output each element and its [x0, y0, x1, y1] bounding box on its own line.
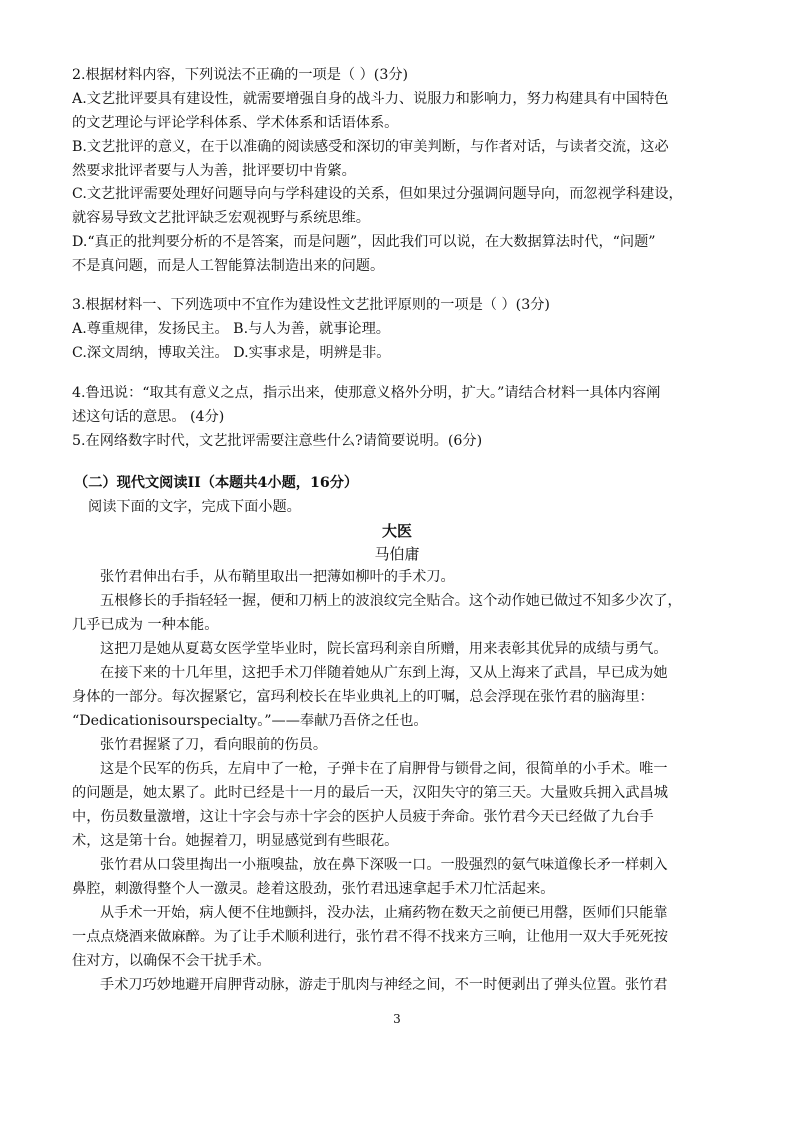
- story-author: 马伯庸: [374, 545, 420, 563]
- story-paragraph: 这是个民军的伤兵，左肩中了一枪，子弹卡在了肩胛骨与锁骨之间，很简单的小手术。唯一: [100, 761, 668, 777]
- page-number: 3: [393, 1012, 401, 1026]
- story-paragraph-cont: 一点点烧酒来做麻醉。为了让手术顺利进行，张竹君不得不找来方三响，让他用一双大手死死按: [72, 929, 668, 945]
- question-4-line-1: 4.鲁迅说：“取其有意义之点，指示出来，使那意义格外分明，扩大。”请结合材料一具体内容阐: [72, 385, 661, 401]
- story-paragraph: 手术刀巧妙地避开肩胛背动脉，游走于肌肉与神经之间，不一时便剥出了弹头位置。张竹君: [100, 977, 668, 993]
- question-5: 5.在网络数字时代，文艺批评需要注意些什么?请简要说明。(6分): [72, 433, 483, 449]
- story-paragraph: 张竹君从口袋里掏出一小瓶嗅盐，放在鼻下深吸一口。一股强烈的氨气味道像长矛一样刺入: [100, 857, 668, 873]
- question-2-option-a: A.文艺批评要具有建设性，就需要增强自身的战斗力、说服力和影响力，努力构建具有中国特色: [72, 91, 669, 107]
- question-2-option-b-cont: 然要求批评者要与人为善，批评要切中肯綮。: [72, 163, 356, 179]
- question-4-line-2: 述这句话的意思。 (4分): [72, 409, 225, 425]
- question-3-options-cd: C.深文周纳，博取关注。 D.实事求是，明辨是非。: [72, 345, 391, 361]
- story-paragraph: 张竹君伸出右手，从布鞘里取出一把薄如柳叶的手术刀。: [100, 569, 455, 585]
- story-paragraph-cont: 身体的一部分。每次握紧它，富玛利校长在毕业典礼上的叮嘱，总会浮现在张竹君的脑海里：: [72, 689, 654, 705]
- story-paragraph: 从手术一开始，病人便不住地颤抖，没办法，止痛药物在数天之前便已用罄，医师们只能靠: [100, 905, 668, 921]
- story-paragraph: 张竹君握紧了刀，看向眼前的伤员。: [100, 737, 328, 753]
- story-paragraph-cont: 术，这是第十台。她握着刀，明显感觉到有些眼花。: [72, 833, 399, 849]
- question-2-stem: 2.根据材料内容，下列说法不正确的一项是（ ）(3分): [72, 67, 409, 83]
- story-paragraph-cont: 鼻腔，刺激得整个人一激灵。趁着这股劲，张竹君迅速拿起手术刀忙活起来。: [72, 881, 555, 897]
- story-title: 大医: [381, 522, 412, 540]
- story-paragraph: 在接下来的十几年里，这把手术刀伴随着她从广东到上海，又从上海来了武昌，早已成为她: [100, 665, 668, 681]
- story-paragraph-cont: 中，伤员数量激增，这让十字会与赤十字会的医护人员疲于奔命。张竹君今天已经做了九台手: [72, 809, 654, 825]
- story-paragraph-cont: 几乎已成为 一种本能。: [72, 617, 219, 633]
- question-2-option-a-cont: 的文艺理论与评论学科体系、学术体系和话语体系。: [72, 115, 399, 131]
- section-instruction: 阅读下面的文字，完成下面小题。: [88, 499, 301, 515]
- question-3-options-ab: A.尊重规律，发扬民主。 B.与人为善，就事论理。: [72, 321, 390, 337]
- story-paragraph: 这把刀是她从夏葛女医学堂毕业时，院长富玛利亲自所赠，用来表彰其优异的成绩与勇气。: [100, 641, 668, 657]
- question-2-option-d: D.“真正的批判要分析的不是答案，而是问题”，因此我们可以说，在大数据算法时代，“问题”: [72, 234, 656, 250]
- story-paragraph: 五根修长的手指轻轻一握，便和刀柄上的波浪纹完全贴合。这个动作她已做过不知多少次了，: [100, 593, 682, 609]
- question-3-stem: 3.根据材料一、下列选项中不宜作为建设性文艺批评原则的一项是（ ）(3分): [72, 297, 550, 313]
- story-paragraph-cont: “Dedicationisourspecialty。”——奉献乃吾侪之任也。: [72, 713, 428, 729]
- question-2-option-c: C.文艺批评需要处理好问题导向与学科建设的关系，但如果过分强调问题导向，而忽视学科建设，: [72, 186, 683, 202]
- section-heading: （二）现代文阅读II（本题共4小题，16分）: [74, 475, 359, 491]
- question-2-option-b: B.文艺批评的意义，在于以准确的阅读感受和深切的审美判断，与作者对话，与读者交流，这必: [72, 139, 669, 155]
- story-paragraph-cont: 住对方，以确保不会干扰手术。: [72, 953, 271, 969]
- question-2-option-d-cont: 不是真问题，而是人工智能算法制造出来的问题。: [72, 258, 385, 274]
- question-2-option-c-cont: 就容易导致文艺批评缺乏宏观视野与系统思维。: [72, 210, 370, 226]
- story-paragraph-cont: 的问题是，她太累了。此时已经是十一月的最后一天，汉阳失守的第三天。大量败兵拥入武昌城: [72, 785, 668, 801]
